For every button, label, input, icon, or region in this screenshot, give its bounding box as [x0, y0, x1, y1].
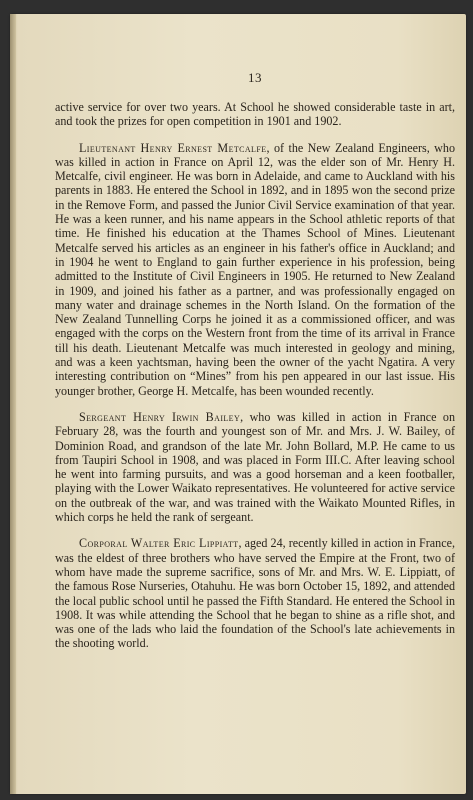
person-name: Corporal Walter Eric Lippiatt — [79, 536, 239, 551]
paragraph-text: active service for over two years. At School he showed considerable taste in art, and took the prizes for open competition in 1901 and 1902. — [55, 100, 455, 129]
paragraph-bailey — [55, 410, 455, 524]
page-number: 13 — [248, 70, 262, 85]
person-name: Sergeant Henry Irwin Bailey — [79, 409, 241, 424]
paragraph-continuation — [55, 100, 455, 129]
page-content — [55, 70, 455, 663]
person-name: Lieutenant Henry Ernest Metcalfe — [79, 140, 267, 155]
paragraph-text: , aged 24, recently killed in action in France, was the eldest of three brothers who have served the Empire at the Front, two of whom have made the supreme sacrifice, sons of Mr. and Mrs. W. E. Lippiatt, of the famous Rose Nurseries, Otahuhu. He was born October 15, 1892, and attended the local public school until he passed the Fifth Standard. He entered the School in 1908. It was while attending the School that he began to shine as a rifle shot, and was one of the lads who laid the foundation of the School's late achievements in the shooting world. — [55, 536, 456, 651]
paragraph-text: , of the New Zealand Engineers, who was killed in action in France on April 12, was the elder son of Mr. Henry H. Metcalfe, civil engineer. He was born in Adelaide, and came to Auckland with his parents in 1883. He entered the School in 1892, and in 1895 won the second prize in the Remove Form, and passed the Junior Civil Service examination of that year. He was a keen runner, and his name appears in the School athletic reports of that time. He finished his education at the Thames School of Mines. Lieutenant Metcalfe served his articles as an engineer in his father's office in Auckland; and in 1904 he went to England to gain further experience in his profession, being admitted to the Institute of Civil Engineers in 1905. He returned to New Zealand in 1909, and joined his father as a partner, and was professionally engaged on many water and drainage schemes in the North Island. On the formation of the New Zealand Tunnelling Corps he joined it as a commissioned officer, and was engaged with the corps on the Western front from the time of its arrival in France till his death. Lieutenant Metcalfe was much interested in geology and mining, and was a keen yachtsman, having been the owner of the yacht Ngatira. A very interesting contribution on “Mines” from his pen appeared in our last issue. His younger brother, George H. Metcalfe, has been wounded recently. — [55, 140, 455, 398]
paragraph-metcalfe — [55, 141, 455, 398]
page-gutter — [10, 14, 16, 794]
paragraph-text: , who was killed in action in France on February 28, was the fourth and youngest son of Mr. and Mrs. J. W. Bailey, of Dominion Road, and grandson of the late Mr. John Bollard, M.P. He came to us from Taupiri School in 1908, and was placed in Form III.C. After leaving school he went into farming pursuits, and was a good horseman and a keen footballer, playing with the Lower Waikato representatives. He volunteered for active service on the outbreak of the war, and was trained with the Waikato Mounted Rifles, in which corps he held the rank of sergeant. — [55, 409, 456, 525]
paragraph-lippiatt — [55, 536, 455, 650]
